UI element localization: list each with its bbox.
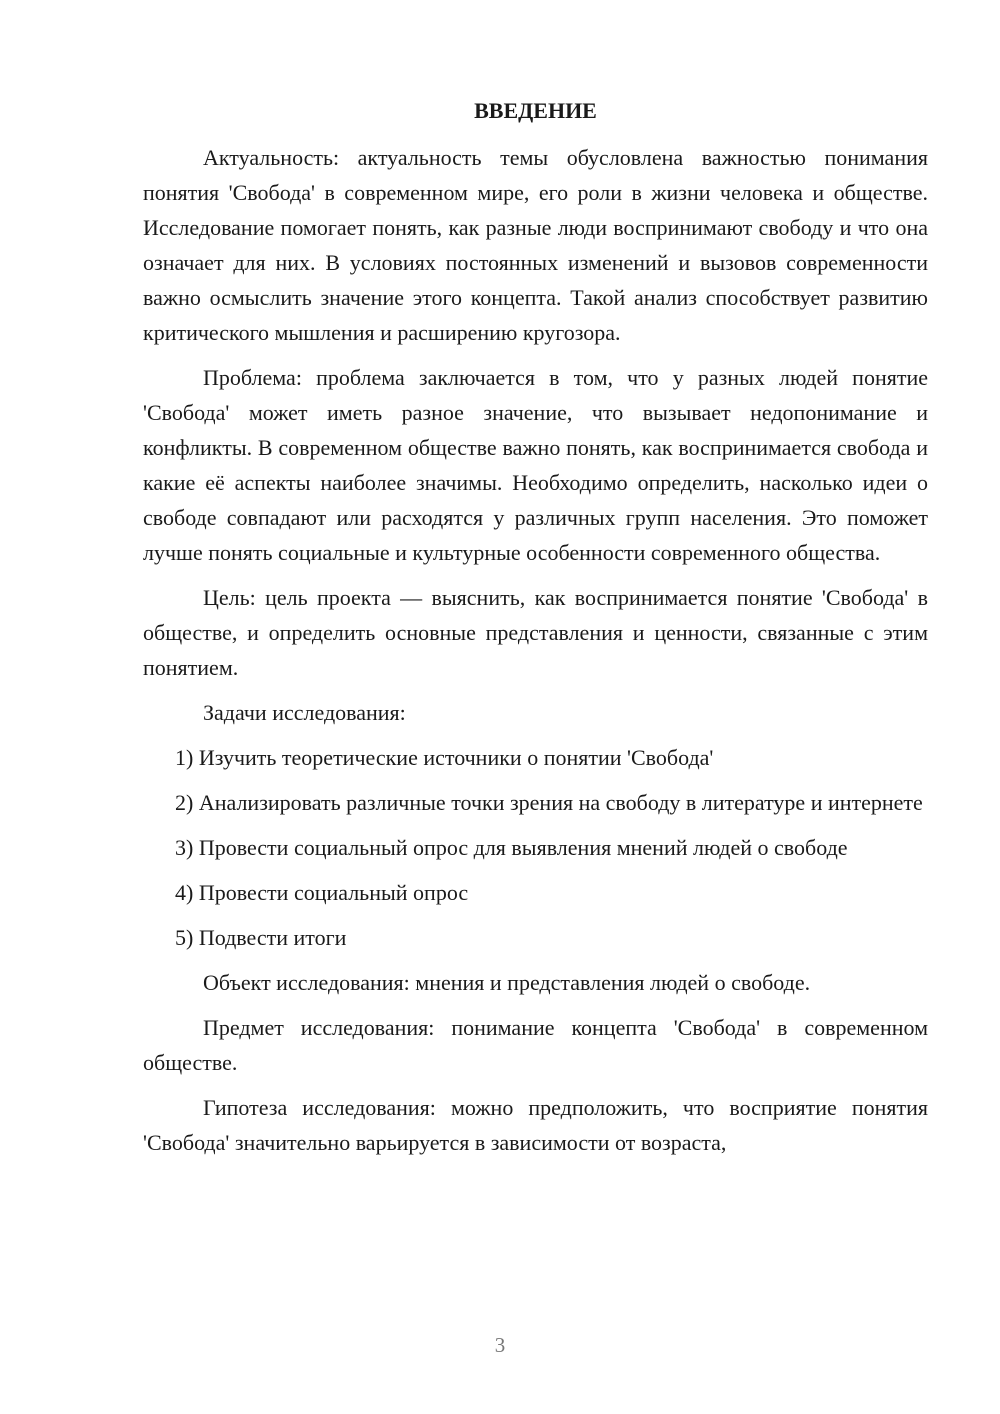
paragraph-problem: Проблема: проблема заключается в том, что у разных людей понятие 'Свобода' может иметь разное значение, что вызывает недопонимание и конфликты. В современном обществе важно понять, как воспринимается свобода и какие её аспекты наиболее значимы. Необходимо определить, насколько идеи о свободе совпадают или расходятся у различных групп населения. Это поможет лучше понять социальные и культурные особенности современного общества.: [143, 365, 928, 565]
task-item-5: 5) Подвести итоги: [175, 925, 347, 950]
paragraph-relevance: Актуальность: актуальность темы обусловлена важностью понимания понятия 'Свобода' в современном мире, его роли в жизни человека и обществе. Исследование помогает понять, как разные люди воспринимают свободу и что она означает для них. В условиях постоянных изменений и вызовов современности важно осмыслить значение этого концепта. Такой анализ способствует развитию критического мышления и расширению кругозора.: [143, 145, 928, 345]
task-item-3: 3) Провести социальный опрос для выявления мнений людей о свободе: [175, 835, 848, 860]
paragraph-goal: Цель: цель проекта — выяснить, как воспринимается понятие 'Свобода' в обществе, и определить основные представления и ценности, связанные с этим понятием.: [143, 585, 928, 680]
paragraph-subject: Предмет исследования: понимание концепта 'Свобода' в современном обществе.: [143, 1015, 928, 1075]
paragraph-hypothesis: Гипотеза исследования: можно предположить, что восприятие понятия 'Свобода' значительно варьируется в зависимости от возраста,: [143, 1095, 928, 1155]
page-number: 3: [494, 1333, 506, 1357]
task-item-4: 4) Провести социальный опрос: [175, 880, 469, 905]
tasks-title: Задачи исследования:: [203, 700, 406, 725]
section-heading: ВВЕДЕНИЕ: [474, 98, 597, 123]
task-item-1: 1) Изучить теоретические источники о понятии 'Свобода': [175, 745, 714, 770]
document-page: [143, 93, 928, 1170]
task-item-2: 2) Анализировать различные точки зрения на свободу в литературе и интернете: [175, 790, 923, 815]
paragraph-object: Объект исследования: мнения и представления людей о свободе.: [203, 970, 811, 995]
